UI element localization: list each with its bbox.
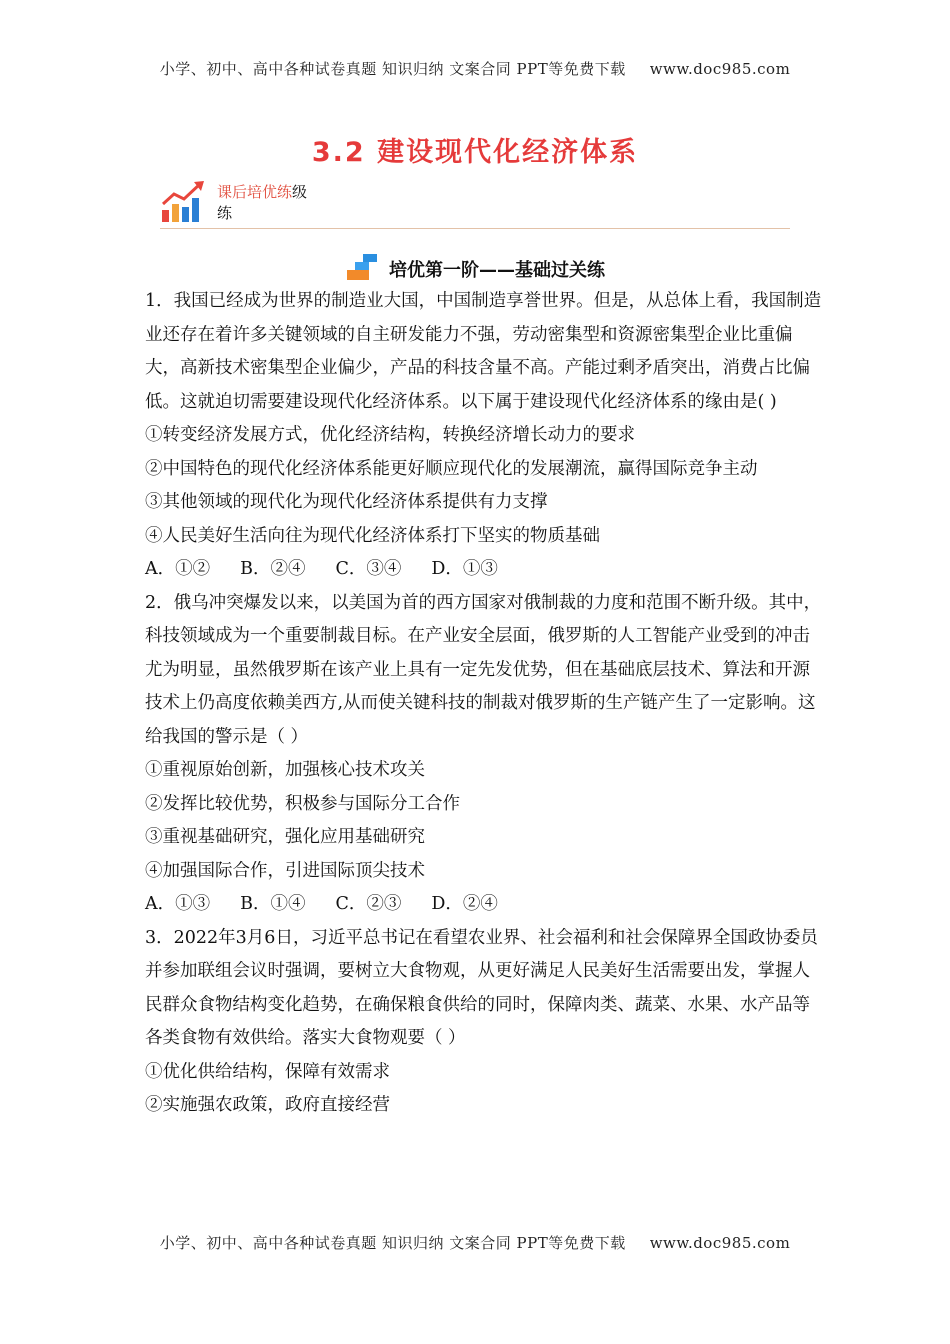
choice-b[interactable]: B．①④ [240,894,306,914]
option-item: ②实施强农政策，政府直接经营 [145,1095,390,1115]
choice-d[interactable]: D．②④ [431,894,498,914]
choice-d[interactable]: D．①③ [431,559,498,579]
question-stem: 2．俄乌冲突爆发以来，以美国为首的西方国家对俄制裁的力度和范围不断升级。其中，科技领域成为一个重要制裁目标。在产业安全层面，俄罗斯的人工智能产业受到的冲击尤为明显，虽然俄罗斯在该产业上具有一定先发优势，但在基础底层技术、算法和开源技术上仍高度依赖美西方,从而使关键科技的制裁对俄罗斯的生产链产生了一定影响。这给我国的警示是（ ） [145,592,822,747]
option-item: ③其他领域的现代化为现代化经济体系提供有力支撑 [145,492,548,512]
choice-a[interactable]: A．①③ [145,894,211,914]
header-text: 小学、初中、高中各种试卷真题 知识归纳 文案合同 PPT等免费下载 [159,60,626,78]
header-url: www.doc985.com [649,60,791,78]
option-item: ①重视原始创新，加强核心技术攻关 [145,760,425,780]
option-item: ②中国特色的现代化经济体系能更好顺应现代化的发展潮流，赢得国际竞争主动 [145,458,758,479]
choice-c[interactable]: C．②③ [335,894,402,914]
option-item: ③重视基础研究，强化应用基础研究 [145,827,425,847]
stairs-icon [345,252,383,282]
choice-c[interactable]: C．③④ [335,559,402,579]
rising-chart-icon [160,180,208,224]
section-heading [0,252,950,282]
section-title: 培优第一阶——基础过关练 [389,260,605,281]
banner-label-red: 课后培优练 [217,183,293,201]
answer-choices [145,553,825,587]
question-list [145,285,825,1123]
page-footer [0,1232,950,1253]
question-stem: 1．我国已经成为世界的制造业大国，中国制造享誉世界。但是，从总体上看，我国制造业还存在着许多关键领域的自主研发能力不强，劳动密集型和资源密集型企业比重偏大，高新技术密集型企业偏少，产品的科技含量不高。产能过剩矛盾突出，消费占比偏低。这就迫切需要建设现代化经济体系。以下属于建设现代化经济体系的缘由是( ) [145,291,822,412]
choice-b[interactable]: B．②④ [240,559,306,579]
banner-label-black: 级 [292,183,308,201]
page-title: 3.2 建设现代化经济体系 [311,137,639,168]
option-item: ④加强国际合作，引进国际顶尖技术 [145,860,425,881]
footer-url: www.doc985.com [649,1234,791,1252]
question-stem: 3．2022年3月6日，习近平总书记在看望农业界、社会福利和社会保障界全国政协委员并参加联组会议时强调，要树立大食物观，从更好满足人民美好生活需要出发，掌握人民群众食物结构变化趋势，在确保粮食供给的同时，保障肉类、蔬菜、水果、水产品等各类食物有效供给。落实大食物观要（ ） [145,927,818,1048]
page-header [0,58,950,79]
banner-text [217,182,307,224]
option-item: ①转变经济发展方式，优化经济结构，转换经济增长动力的要求 [145,425,635,445]
option-item: ②发挥比较优势，积极参与国际分工合作 [145,793,460,814]
banner-label-line2: 练 [217,204,233,222]
option-item: ①优化供给结构，保障有效需求 [145,1061,390,1082]
answer-choices [145,888,825,922]
option-item: ④人民美好生活向往为现代化经济体系打下坚实的物质基础 [145,525,600,546]
footer-text: 小学、初中、高中各种试卷真题 知识归纳 文案合同 PPT等免费下载 [159,1234,626,1252]
exercise-banner [160,176,790,229]
choice-a[interactable]: A．①② [145,559,211,579]
